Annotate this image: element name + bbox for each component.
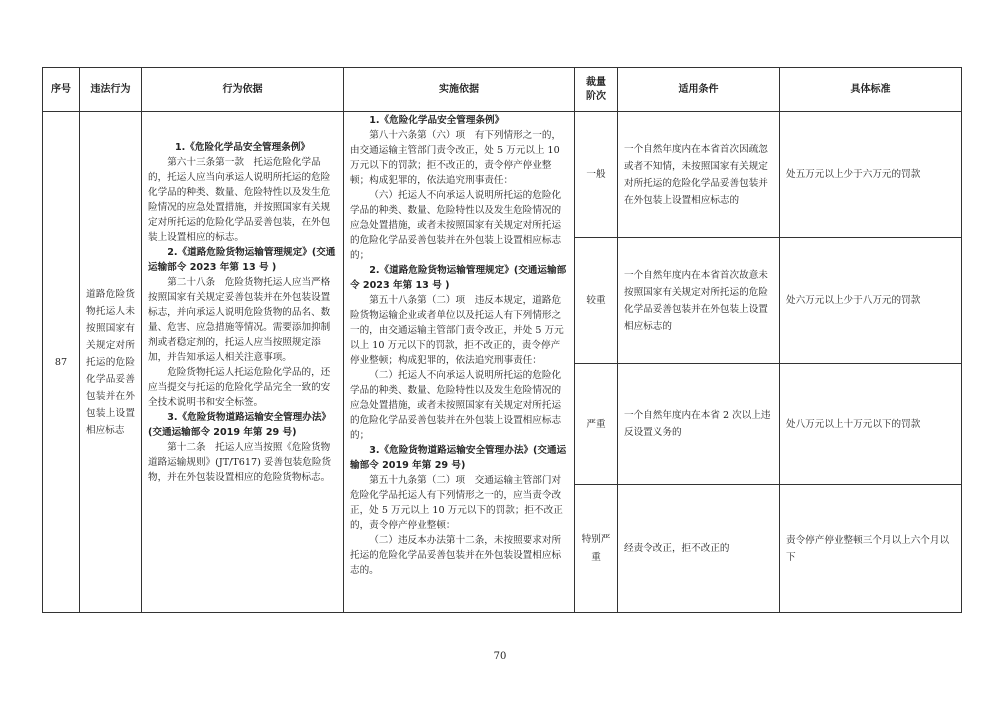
citation-heading: 2.《道路危险货物运输管理规定》(交通运输部令 2023 年第 13 号 ) <box>350 265 567 291</box>
standard-cell: 处六万元以上少于八万元的罚款 <box>780 238 962 364</box>
seq-cell: 87 <box>43 112 80 613</box>
standard-cell: 责令停产停业整顿三个月以上六个月以下 <box>780 485 962 613</box>
clause-paragraph: 第五十九条第（二）项 交通运输主管部门对危险化学品托运人有下列情形之一的，应当责令改正，处 5 万元以上 10 万元以下的罚款；拒不改正的，责令停产停业整顿： <box>350 475 563 531</box>
header-basis: 行为依据 <box>142 68 344 112</box>
impl-content <box>350 113 568 578</box>
header-standard: 具体标准 <box>780 68 962 112</box>
level-cell: 特别严重 <box>575 485 618 613</box>
citation-heading: 3.《危险货物道路运输安全管理办法》(交通运输部令 2019 年第 29 号) <box>148 412 332 438</box>
citation-heading: 1.《危险化学品安全管理条例》 <box>174 142 311 153</box>
clause-paragraph: 第二十八条 危险货物托运人应当严格按照国家有关规定妥善包装并在外包装设置标志，并向承运人说明危险货物的品名、数量、危害、应急措施等情况。需要添加抑制剂或者稳定剂的，托运人应当按照规定添加，并告知承运人相关注意事项。 <box>148 277 331 363</box>
clause-paragraph: 第六十三条第一款 托运危险化学品的，托运人应当向承运人说明所托运的危险化学品的种类、数量、危险特性以及发生危险情况的应急处置措施，并按照国家有关规定对所托运的危险化学品妥善包装，在外包装上设置相应的标志。 <box>148 157 331 243</box>
page-number: 70 <box>493 651 507 662</box>
header-condition: 适用条件 <box>618 68 780 112</box>
clause-paragraph: （二）托运人不向承运人说明所托运的危险化学品的种类、数量、危险特性以及发生危险情况的应急处置措施，或者未按照国家有关规定对所托运的危险化学品妥善包装并在外包装上设置相应标志的； <box>350 370 562 441</box>
table-row <box>43 112 962 238</box>
citation-heading: 2.《道路危险货物运输管理规定》(交通运输部令 2023 年第 13 号 ) <box>148 247 336 273</box>
header-seq: 序号 <box>43 68 80 112</box>
standard-cell: 处五万元以上少于六万元的罚款 <box>780 112 962 238</box>
clause-paragraph: 第十二条 托运人应当按照《危险货物道路运输规则》(JT/T617) 妥善包装危险货物，并在外包装设置相应的危险货物标志。 <box>148 442 332 483</box>
level-cell: 一般 <box>575 112 618 238</box>
violation-cell: 道路危险货物托运人未按照国家有关规定对所托运的危险化学品妥善包装并在外包装上设置相应标志 <box>80 112 142 613</box>
citation-heading: 1.《危险化学品安全管理条例》 <box>369 115 505 126</box>
clause-paragraph: 危险货物托运人托运危险化学品的，还应当提交与托运的危险化学品完全一致的安全技术说明书和安全标签。 <box>148 367 331 408</box>
condition-cell: 一个自然年度内在本省首次因疏忽或者不知情，未按照国家有关规定对所托运的危险化学品妥善包装并在外包装上设置相应标志的 <box>618 112 780 238</box>
condition-cell: 一个自然年度内在本省 2 次以上违反设置义务的 <box>618 364 780 485</box>
header-row <box>43 68 962 112</box>
standard-cell: 处八万元以上十万元以下的罚款 <box>780 364 962 485</box>
clause-paragraph: 第五十八条第（二）项 违反本规定，道路危险货物运输企业或者单位以及托运人有下列情形之一的，由交通运输主管部门责令改正，并处 5 万元以上 10 万元以下的罚款，拒不改正的，责令停产停业整顿；构成犯罪的，依法追究刑事责任： <box>350 295 564 366</box>
header-impl: 实施依据 <box>344 68 575 112</box>
condition-cell: 经责令改正，拒不改正的 <box>618 485 780 613</box>
impl-cell <box>344 112 575 613</box>
basis-cell <box>142 112 344 613</box>
header-level: 裁量阶次 <box>575 68 618 112</box>
clause-paragraph: 第八十六条第（六）项 有下列情形之一的，由交通运输主管部门责令改正，处 5 万元以上 10 万元以下的罚款；拒不改正的，责令停产停业整顿；构成犯罪的，依法追究刑事责任： <box>350 130 562 186</box>
level-cell: 较重 <box>575 238 618 364</box>
level-cell: 严重 <box>575 364 618 485</box>
clause-paragraph: （二）违反本办法第十二条，未按照要求对所托运的危险化学品妥善包装并在外包装设置相应标志的。 <box>350 535 562 576</box>
condition-cell: 一个自然年度内在本省首次故意未按照国家有关规定对所托运的危险化学品妥善包装并在外包装上设置相应标志的 <box>618 238 780 364</box>
penalty-standard-table <box>42 67 962 613</box>
basis-content <box>148 140 337 485</box>
header-act: 违法行为 <box>80 68 142 112</box>
citation-heading: 3.《危险货物道路运输安全管理办法》(交通运输部令 2019 年第 29 号) <box>350 445 567 471</box>
clause-paragraph: （六）托运人不向承运人说明所托运的危险化学品的种类、数量、危险特性以及发生危险情况的应急处置措施，或者未按照国家有关规定对所托运的危险化学品妥善包装并在外包装上设置相应标志的； <box>350 190 562 261</box>
